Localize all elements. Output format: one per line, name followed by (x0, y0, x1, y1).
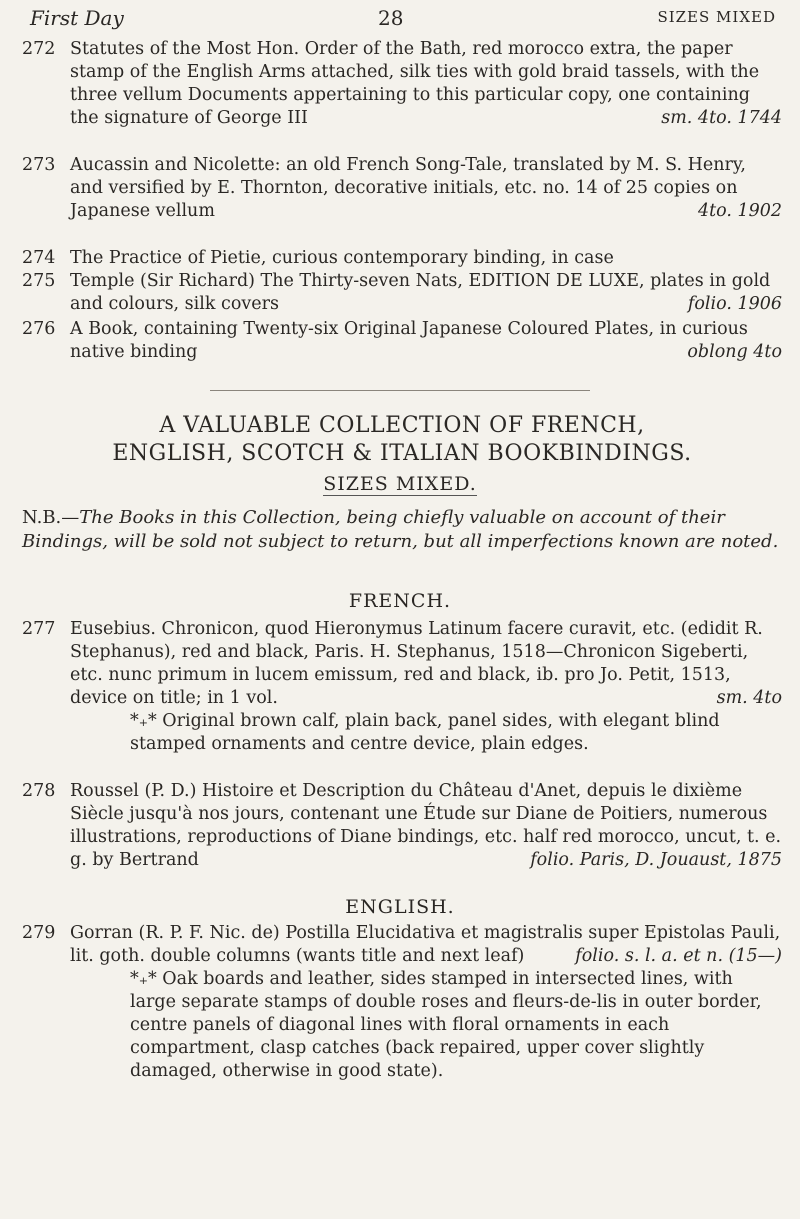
lot-entry-277 (22, 618, 782, 756)
running-head-day: First Day (30, 6, 124, 30)
lot-number: 275 (22, 271, 56, 291)
heading-english: ENGLISH. (345, 896, 455, 918)
note-text: The Books in this Collection, being chiefly valuable on account of their Bindings, will be sold not subject to return, but all imperfections known are noted. (22, 507, 779, 552)
section-divider (210, 390, 590, 391)
lot-format: sm. 4to. 1744 (661, 108, 782, 128)
lot-entry-272 (22, 38, 782, 130)
lot-number: 279 (22, 923, 56, 943)
note-lead: N.B.— (22, 507, 80, 528)
lot-number: 278 (22, 781, 56, 801)
lot-entry-273 (22, 154, 782, 223)
lot-description: A Book, containing Twenty-six Original Japanese Coloured Plates, in curious native binding oblong 4to (70, 319, 782, 362)
lot-number: 277 (22, 619, 56, 639)
lot-description: Gorran (R. P. F. Nic. de) Postilla Elucidativa et magistralis super Epistolas Pauli, lit. goth. double columns (wants title and next leaf) folio. s. l. a. et n. (15—) *₊* Oak boards and leather, sides stamped in intersected lines, with large separate stamps of double roses and fleurs-de-lis in outer border, centre panels of diagonal lines with floral ornaments in each compartment, clasp catches (back repaired, upper cover slightly damaged, otherwise in good state). (70, 923, 782, 1081)
lot-description: Roussel (P. D.) Histoire et Description du Château d'Anet, depuis le dixième Siècle jusqu'à nos jours, contenant une Étude sur Diane de Poitiers, numerous illustrations, reproductions of Diane bindings, etc. half red morocco, uncut, t. e. g. by Bertrand folio. Paris, D. Jouaust, 1875 (70, 781, 782, 870)
lot-format: sm. 4to (716, 688, 782, 708)
section-title-line-1: A VALUABLE COLLECTION OF FRENCH, (159, 413, 645, 438)
lot-description: Aucassin and Nicolette: an old French Song-Tale, translated by M. S. Henry, and versified by E. Thornton, decorative initials, etc. no. 14 of 25 copies on Japanese vellum 4to. 1902 (70, 155, 782, 221)
lot-format: folio. Paris, D. Jouaust, 1875 (530, 850, 782, 870)
lot-number: 272 (22, 39, 56, 59)
running-head (30, 6, 776, 36)
heading-french: FRENCH. (348, 590, 452, 612)
lot-description: Temple (Sir Richard) The Thirty-seven Nats, EDITION DE LUXE, plates in gold and colours, silk covers folio. 1906 (70, 271, 782, 314)
lot-description: Eusebius. Chronicon, quod Hieronymus Latinum facere curavit, etc. (edidit R. Stephanus), red and black, Paris. H. Stephanus, 1518—Chronicon Sigeberti, etc. nunc primum in lucem emissum, red and black, ib. pro Jo. Petit, 1513, device on title; in 1 vol. sm. 4to *₊* Original brown calf, plain back, panel sides, with elegant blind stamped ornaments and centre device, plain edges. (70, 619, 782, 754)
lot-format: folio. s. l. a. et n. (15—) (575, 946, 782, 966)
lot-format: folio. 1906 (687, 294, 782, 314)
lot-number: 273 (22, 155, 56, 175)
lot-entry-279 (22, 922, 782, 1083)
lot-entry-275 (22, 270, 782, 316)
lot-entry-276 (22, 318, 782, 364)
lot-entry-278 (22, 780, 782, 872)
page-number: 28 (378, 6, 404, 30)
lot-format: oblong 4to (687, 342, 782, 362)
lot-description: Statutes of the Most Hon. Order of the Bath, red morocco extra, the paper stamp of the English Arms attached, silk ties with gold braid tassels, with the three vellum Documents appertaining to this particular copy, one containing the signature of George III sm. 4to. 1744 (70, 39, 782, 128)
lot-format: 4to. 1902 (697, 201, 782, 221)
running-head-section: SIZES MIXED (657, 8, 776, 26)
section-subtitle: SIZES MIXED. (323, 473, 477, 495)
lot-description: The Practice of Pietie, curious contemporary binding, in case (70, 248, 614, 268)
lot-number: 276 (22, 319, 56, 339)
lot-entry-274 (22, 247, 782, 270)
binding-note: *₊* Oak boards and leather, sides stamped in intersected lines, with large separate stamps of double roses and fleurs-de-lis in outer border, centre panels of diagonal lines with floral ornaments in each compartment, clasp catches (back repaired, upper cover slightly damaged, otherwise in good state). (130, 969, 762, 1081)
binding-note: *₊* Original brown calf, plain back, panel sides, with elegant blind stamped ornaments and centre device, plain edges. (130, 711, 720, 754)
section-note (22, 506, 792, 554)
section-title-line-2: ENGLISH, SCOTCH & ITALIAN BOOKBINDINGS. (112, 441, 692, 466)
lot-number: 274 (22, 248, 56, 268)
